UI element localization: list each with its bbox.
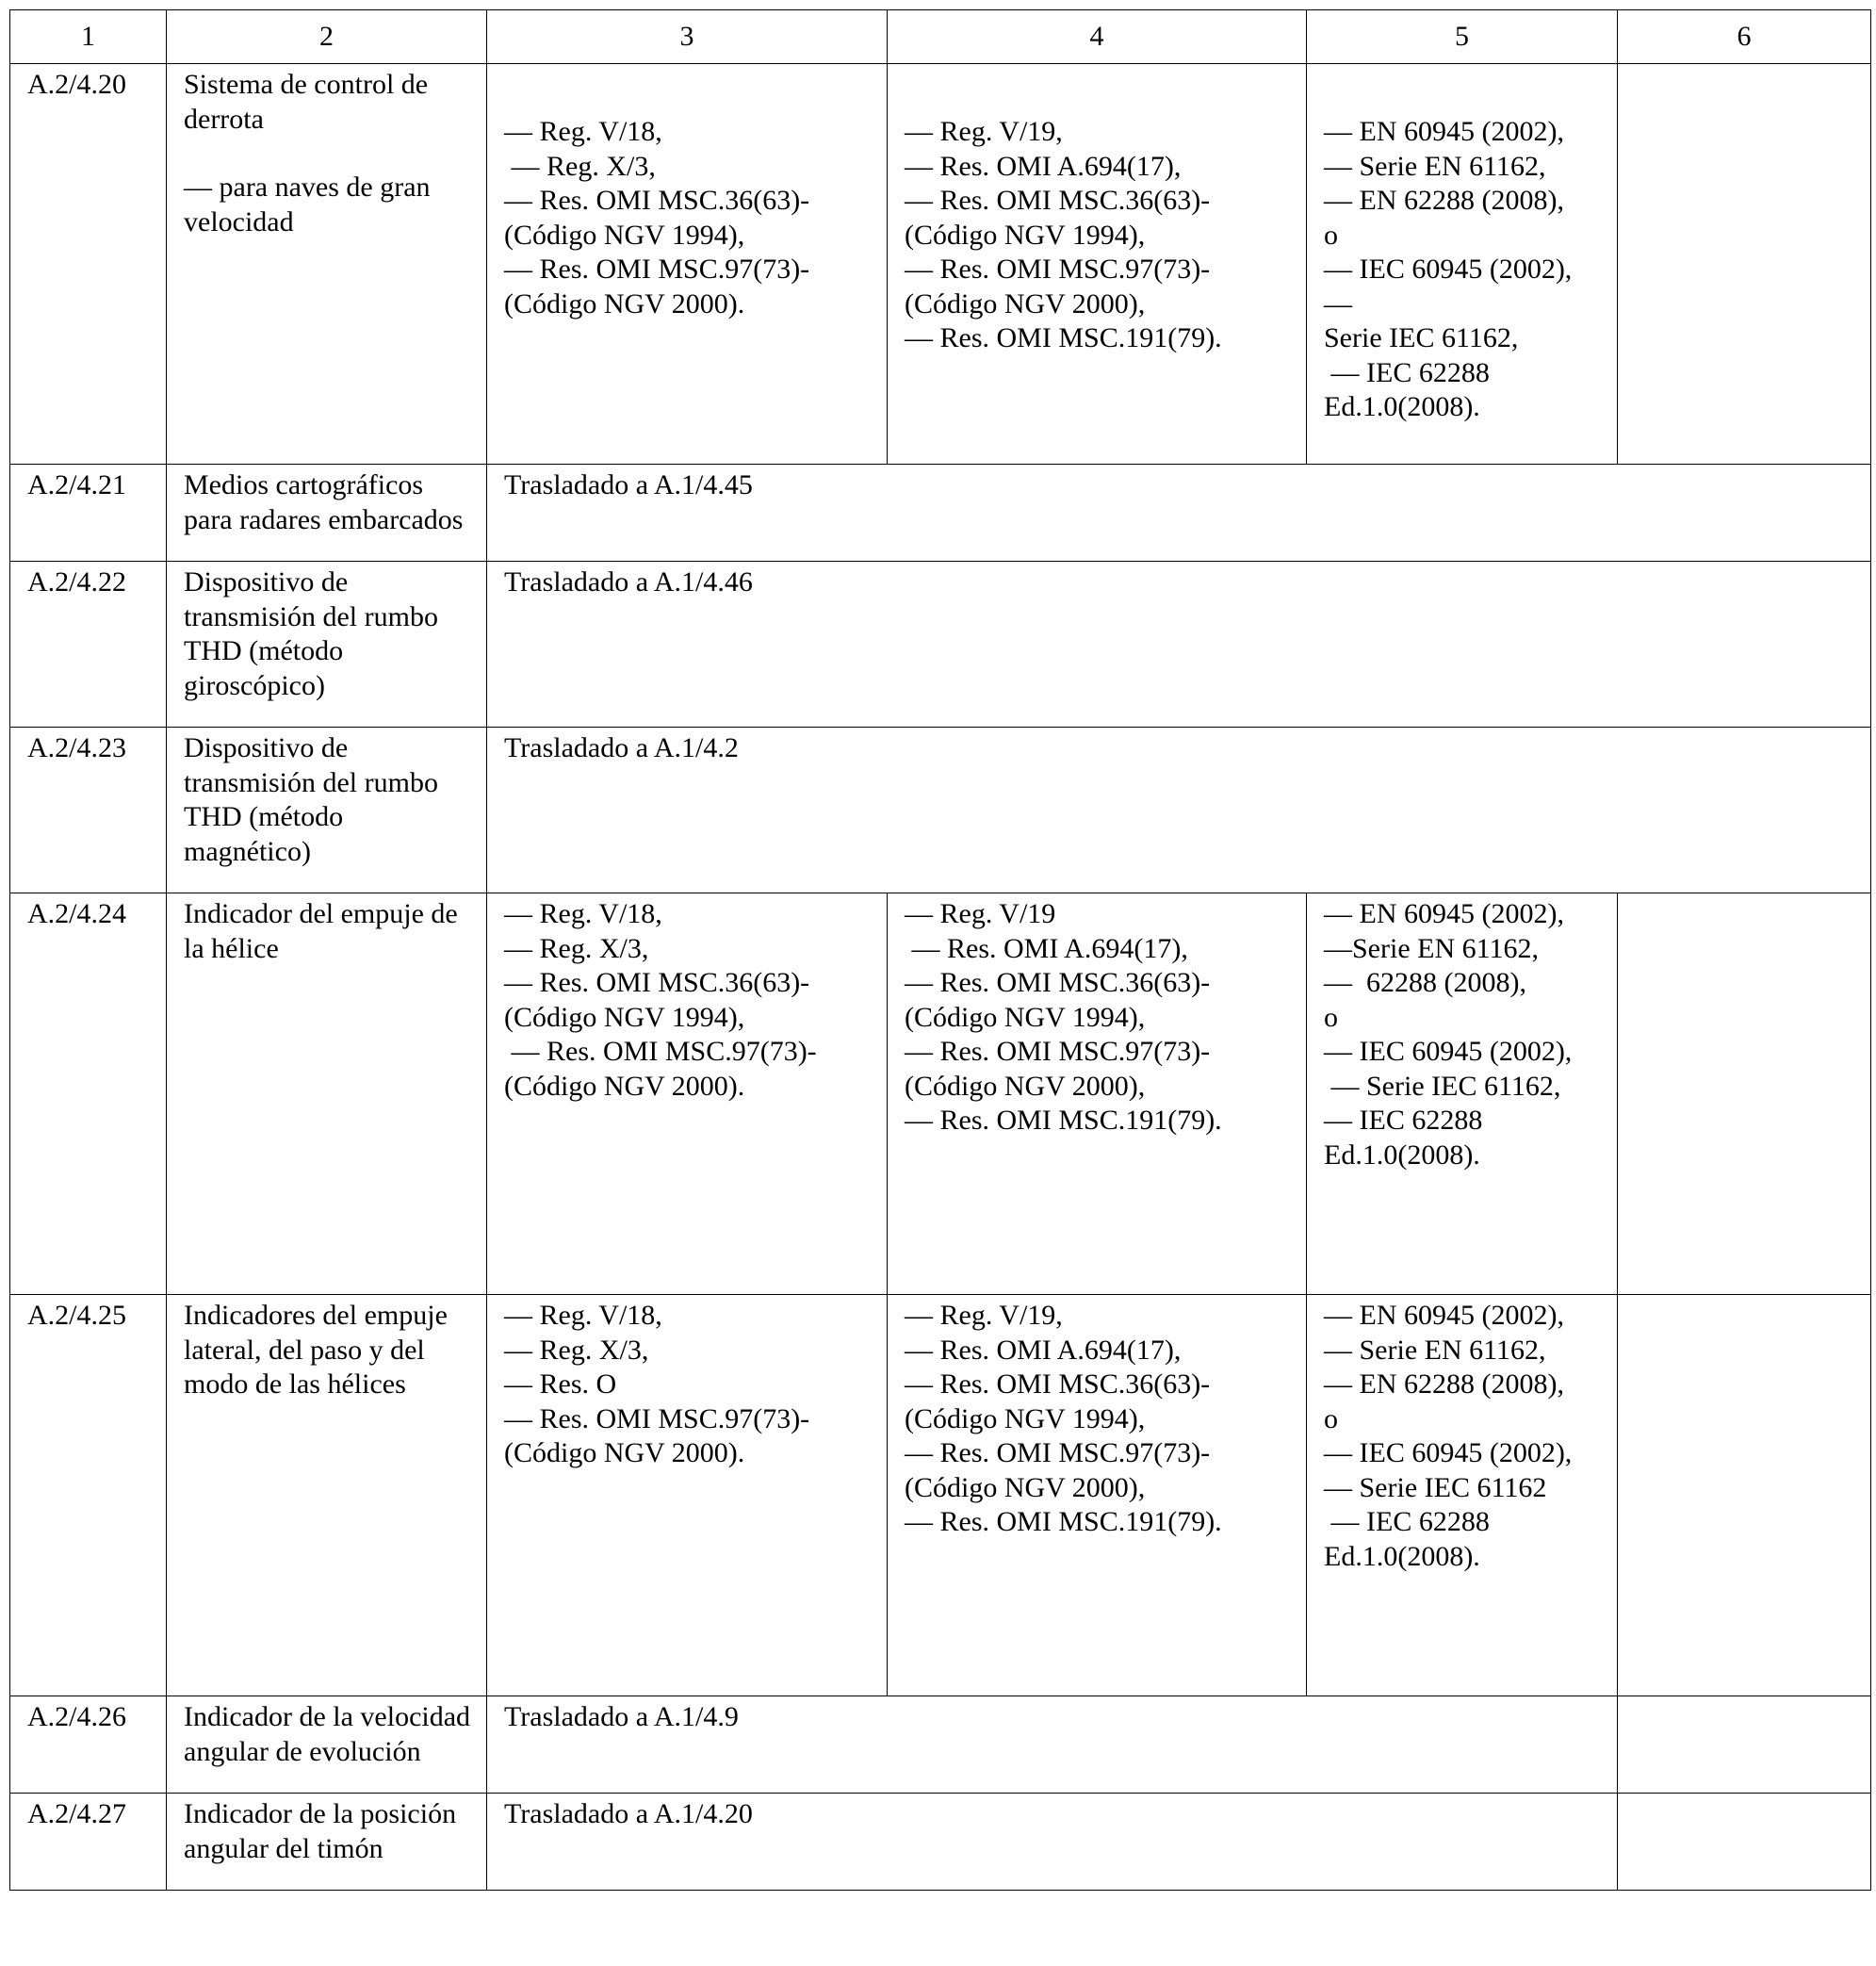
reference-line: — Res. OMI MSC.191(79). <box>905 1506 1222 1537</box>
reference-line: — Reg. V/18, <box>504 898 662 929</box>
reference-line: — Serie EN 61162, <box>1324 1334 1546 1366</box>
regulation-refs <box>487 64 888 465</box>
column-header: 6 <box>1618 10 1871 64</box>
reference-line: — Res. OMI MSC.97(73)-(Código NGV 2000). <box>504 1402 810 1468</box>
reference-line: — Res. OMI A.694(17), <box>905 1334 1182 1366</box>
item-name: Sistema de control de derrota <box>184 69 435 135</box>
item-description: Medios cartográficos para radares embarcados <box>167 465 487 562</box>
reference-line: — Res. OMI MSC.97(73)-(Código NGV 2000), <box>905 1036 1211 1102</box>
imo-refs <box>888 64 1307 465</box>
column-header: 1 <box>10 10 167 64</box>
reference-line: — Res. OMI MSC.97(73)-(Código NGV 2000), <box>905 254 1211 319</box>
reference-line: — Reg. X/3, <box>504 150 656 182</box>
reference-line: — Res. OMI MSC.36(63)-(Código NGV 1994), <box>905 185 1211 251</box>
item-description: Indicador del empuje de la hélice <box>167 893 487 1295</box>
reference-line: — IEC 60945 (2002), <box>1324 1036 1573 1067</box>
equipment-table <box>9 9 1871 1891</box>
reference-line: — Res. OMI MSC.36(63)-(Código NGV 1994), <box>504 967 810 1033</box>
item-description: Dispositivo de transmisión del rumbo THD (método giroscópico) <box>167 562 487 728</box>
reference-line: — Reg. V/18, <box>504 116 662 147</box>
reference-line: — Res. OMI MSC.36(63)-(Código NGV 1994), <box>905 967 1211 1033</box>
standards-refs <box>1307 64 1618 465</box>
reference-line: — Reg. V/19, <box>905 116 1063 147</box>
reference-line: — Res. OMI MSC.36(63)-(Código NGV 1994), <box>504 185 810 251</box>
reference-line: — Res. OMI MSC.36(63)-(Código NGV 1994), <box>905 1368 1211 1434</box>
column-header: 5 <box>1307 10 1618 64</box>
table-row <box>10 562 1871 728</box>
column-6-cell <box>1618 1295 1871 1696</box>
reference-line: — Res. OMI A.694(17), <box>905 150 1182 182</box>
reference-line: — IEC 62288 Ed.1.0(2008). <box>1324 356 1497 422</box>
table-row <box>10 1696 1871 1794</box>
column-header: 2 <box>167 10 487 64</box>
item-code: A.2/4.27 <box>10 1794 167 1891</box>
document-page <box>9 9 1870 1891</box>
item-code: A.2/4.20 <box>10 64 167 465</box>
reference-line: — 62288 (2008), <box>1324 967 1526 998</box>
column-6-cell <box>1618 1794 1871 1891</box>
reference-line: — IEC 60945 (2002), <box>1324 254 1573 285</box>
item-description: Indicador de la velocidad angular de evolución <box>167 1696 487 1794</box>
reference-line: — Reg. X/3, <box>504 932 649 964</box>
reference-line: — IEC 62288 Ed.1.0(2008). <box>1324 1105 1490 1171</box>
reference-line: o <box>1324 1001 1338 1033</box>
table-row <box>10 728 1871 893</box>
reference-line: — EN 62288 (2008), <box>1324 1368 1564 1400</box>
reference-line: —Serie EN 61162, <box>1324 932 1540 964</box>
moved-note: Trasladado a A.1/4.2 <box>487 728 1871 893</box>
column-header: 4 <box>888 10 1307 64</box>
reference-line: — Res. OMI MSC.191(79). <box>905 322 1222 353</box>
reference-line: — EN 60945 (2002), <box>1324 898 1564 929</box>
table-row <box>10 465 1871 562</box>
imo-refs <box>888 893 1307 1295</box>
item-code: A.2/4.25 <box>10 1295 167 1696</box>
reference-line: — Res. OMI MSC.97(73)-(Código NGV 2000), <box>905 1437 1211 1503</box>
table-row <box>10 1295 1871 1696</box>
reference-line: — Reg. V/19 <box>905 898 1056 929</box>
moved-note: Trasladado a A.1/4.9 <box>487 1696 1618 1794</box>
reference-line: — IEC 60945 (2002), <box>1324 1437 1573 1468</box>
reference-line: — Serie EN 61162, <box>1324 150 1546 182</box>
item-code: A.2/4.21 <box>10 465 167 562</box>
standards-refs <box>1307 893 1618 1295</box>
reference-line: — Res. OMI MSC.191(79). <box>905 1105 1222 1136</box>
reference-line: — IEC 62288 Ed.1.0(2008). <box>1324 1506 1497 1572</box>
reference-line: — Reg. X/3, <box>504 1334 649 1366</box>
moved-note: Trasladado a A.1/4.45 <box>487 465 1871 562</box>
item-description <box>167 64 487 465</box>
reference-line: — EN 60945 (2002), <box>1324 116 1564 147</box>
imo-refs <box>888 1295 1307 1696</box>
column-6-cell <box>1618 64 1871 465</box>
item-description: Dispositivo de transmisión del rumbo THD (método magnético) <box>167 728 487 893</box>
table-row <box>10 1794 1871 1891</box>
item-description: Indicador de la posición angular del timón <box>167 1794 487 1891</box>
item-description: Indicadores del empuje lateral, del paso y del modo de las hélices <box>167 1295 487 1696</box>
item-code: A.2/4.26 <box>10 1696 167 1794</box>
reference-line: — Serie IEC 61162, <box>1324 1070 1561 1102</box>
header-row <box>10 10 1871 64</box>
column-6-cell <box>1618 893 1871 1295</box>
column-header: 3 <box>487 10 888 64</box>
item-code: A.2/4.23 <box>10 728 167 893</box>
reference-line: — Res. OMI A.694(17), <box>905 932 1188 964</box>
regulation-refs <box>487 893 888 1295</box>
standards-refs <box>1307 1295 1618 1696</box>
moved-note: Trasladado a A.1/4.20 <box>487 1794 1618 1891</box>
reference-line: — Res. O <box>504 1368 617 1400</box>
reference-line: — Res. OMI MSC.97(73)-(Código NGV 2000). <box>504 1036 817 1102</box>
table-row <box>10 893 1871 1295</box>
reference-line: — Serie IEC 61162 <box>1324 1471 1547 1503</box>
item-code: A.2/4.24 <box>10 893 167 1295</box>
reference-line: — EN 62288 (2008), <box>1324 185 1564 216</box>
reference-line: — <box>1324 287 1352 319</box>
regulation-refs <box>487 1295 888 1696</box>
reference-line: — Reg. V/19, <box>905 1300 1063 1331</box>
reference-line: o <box>1324 1402 1338 1434</box>
reference-line: Serie IEC 61162, <box>1324 322 1519 353</box>
moved-note: Trasladado a A.1/4.46 <box>487 562 1871 728</box>
item-subtype: — para naves de gran velocidad <box>184 172 438 238</box>
reference-line: — Reg. V/18, <box>504 1300 662 1331</box>
reference-line: o <box>1324 219 1338 251</box>
item-code: A.2/4.22 <box>10 562 167 728</box>
reference-line: — Res. OMI MSC.97(73)-(Código NGV 2000). <box>504 254 810 319</box>
column-6-cell <box>1618 1696 1871 1794</box>
table-row <box>10 64 1871 465</box>
reference-line: — EN 60945 (2002), <box>1324 1300 1564 1331</box>
